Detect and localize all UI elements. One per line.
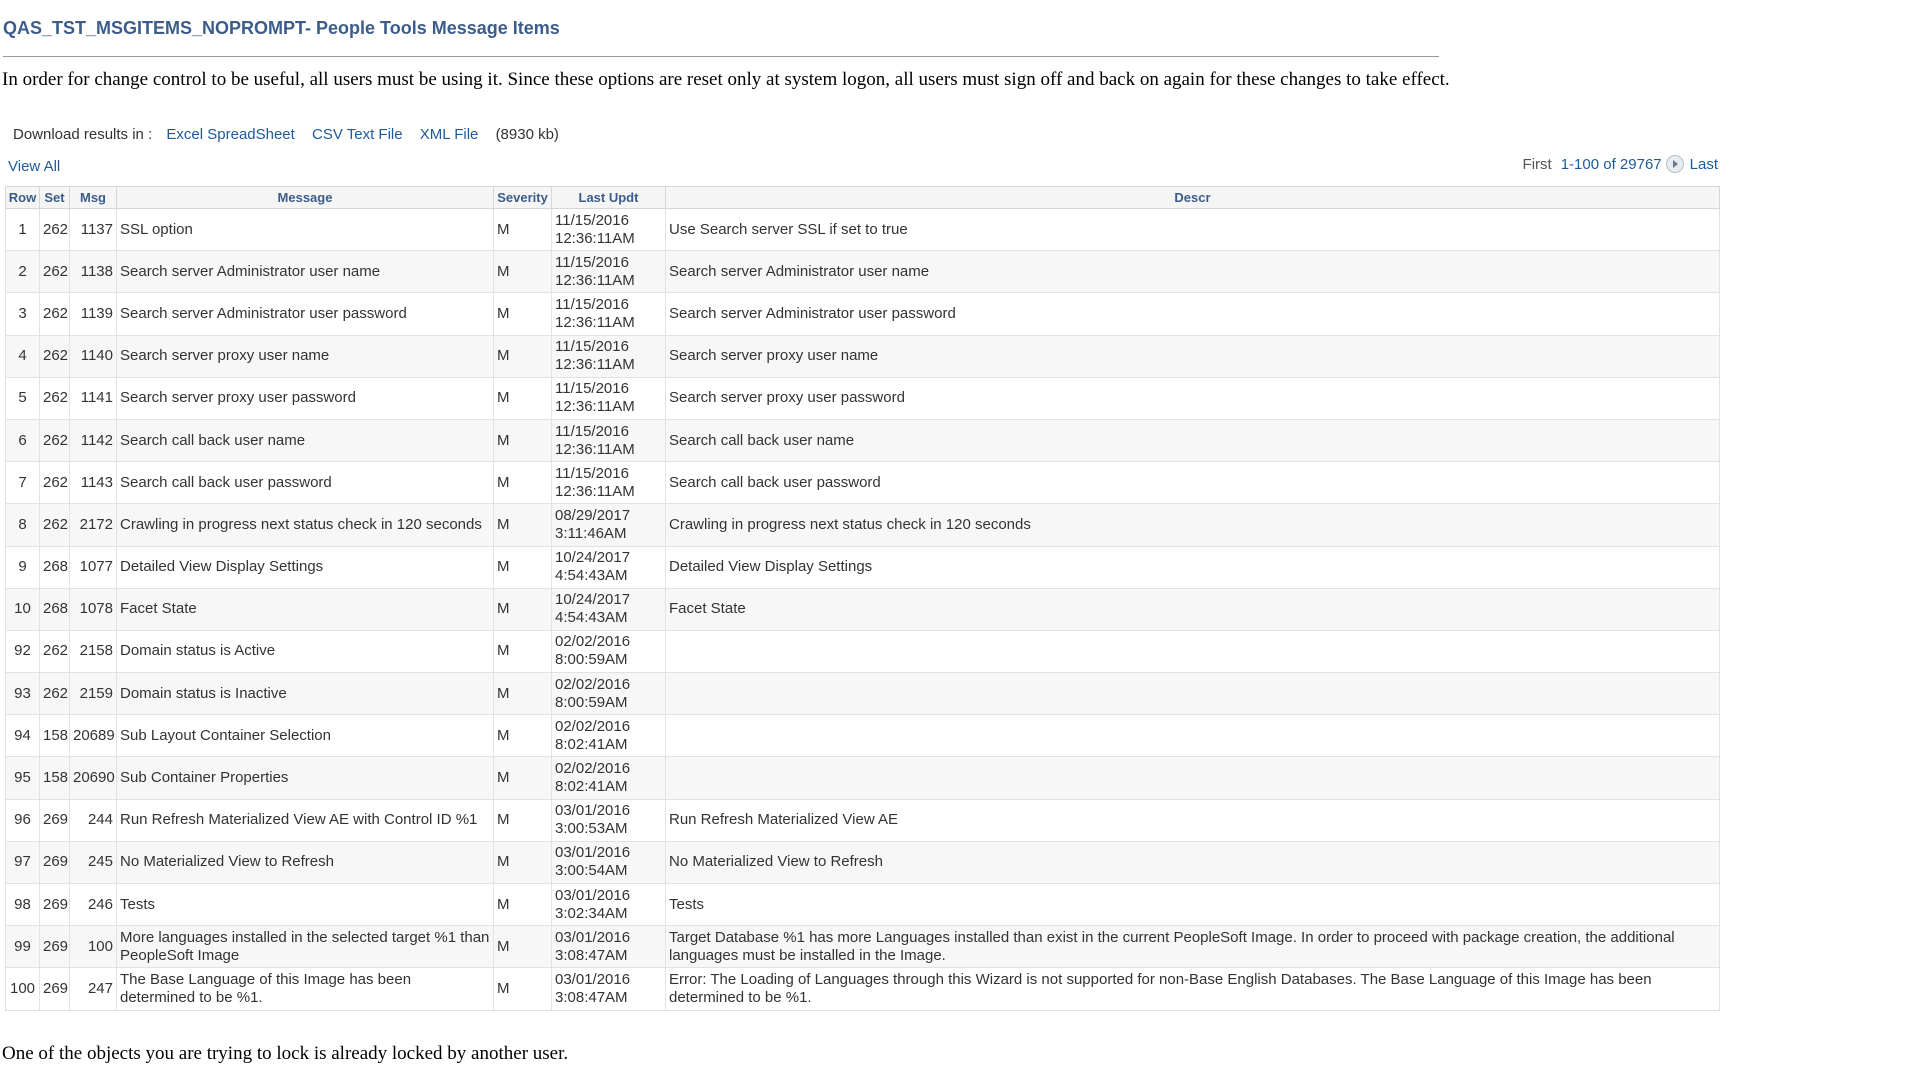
- cell-message: The Base Language of this Image has been determined to be %1.: [117, 968, 494, 1010]
- cell-row-number: 3: [6, 293, 40, 335]
- cell-msg-number: 100: [70, 926, 117, 968]
- download-csv-link[interactable]: CSV Text File: [312, 126, 403, 143]
- cell-message: Sub Container Properties: [117, 757, 494, 799]
- cell-msg-number: 1077: [70, 546, 117, 588]
- cell-row-number: 5: [6, 377, 40, 419]
- cell-last-updt: 03/01/2016 3:08:47AM: [552, 968, 666, 1010]
- table-row[interactable]: [6, 799, 1720, 841]
- cell-set: 262: [40, 673, 70, 715]
- cell-set: 269: [40, 968, 70, 1010]
- table-row[interactable]: [6, 926, 1720, 968]
- cell-severity: M: [494, 209, 552, 251]
- table-row[interactable]: [6, 504, 1720, 546]
- cell-last-updt: 11/15/2016 12:36:11AM: [552, 335, 666, 377]
- cell-msg-number: 1141: [70, 377, 117, 419]
- cell-descr: Search call back user name: [666, 419, 1720, 461]
- cell-msg-number: 1078: [70, 588, 117, 630]
- cell-descr: [666, 630, 1720, 672]
- cell-severity: M: [494, 841, 552, 883]
- cell-row-number: 4: [6, 335, 40, 377]
- column-header-row[interactable]: Row: [6, 187, 40, 209]
- cell-descr: Search server proxy user password: [666, 377, 1720, 419]
- table-row[interactable]: [6, 546, 1720, 588]
- cell-descr: No Materialized View to Refresh: [666, 841, 1720, 883]
- cell-set: 158: [40, 715, 70, 757]
- table-row[interactable]: [6, 377, 1720, 419]
- table-row[interactable]: [6, 841, 1720, 883]
- column-header-message[interactable]: Message: [117, 187, 494, 209]
- cell-last-updt: 11/15/2016 12:36:11AM: [552, 462, 666, 504]
- cell-severity: M: [494, 251, 552, 293]
- cell-message: Run Refresh Materialized View AE with Control ID %1: [117, 799, 494, 841]
- cell-severity: M: [494, 335, 552, 377]
- cell-severity: M: [494, 926, 552, 968]
- cell-message: Search call back user password: [117, 462, 494, 504]
- cell-descr: Target Database %1 has more Languages installed than exist in the current PeopleSoft Image. In order to proceed with package creation, the additional languages must be installed in the Image.: [666, 926, 1720, 968]
- cell-severity: M: [494, 546, 552, 588]
- cell-descr: [666, 757, 1720, 799]
- table-row[interactable]: [6, 419, 1720, 461]
- cell-severity: M: [494, 419, 552, 461]
- cell-last-updt: 11/15/2016 12:36:11AM: [552, 377, 666, 419]
- column-header-set[interactable]: Set: [40, 187, 70, 209]
- cell-msg-number: 1140: [70, 335, 117, 377]
- cell-set: 262: [40, 335, 70, 377]
- cell-set: 262: [40, 377, 70, 419]
- next-arrow-icon[interactable]: [1666, 155, 1684, 173]
- cell-msg-number: 1142: [70, 419, 117, 461]
- cell-last-updt: 03/01/2016 3:08:47AM: [552, 926, 666, 968]
- cell-row-number: 94: [6, 715, 40, 757]
- cell-msg-number: 20690: [70, 757, 117, 799]
- cell-row-number: 97: [6, 841, 40, 883]
- cell-last-updt: 10/24/2017 4:54:43AM: [552, 588, 666, 630]
- table-row[interactable]: [6, 335, 1720, 377]
- download-size: (8930 kb): [495, 126, 559, 143]
- table-row[interactable]: [6, 293, 1720, 335]
- grid-navigation: [1523, 155, 1718, 173]
- cell-msg-number: 244: [70, 799, 117, 841]
- cell-severity: M: [494, 630, 552, 672]
- cell-last-updt: 11/15/2016 12:36:11AM: [552, 251, 666, 293]
- cell-set: 262: [40, 209, 70, 251]
- cell-descr: Use Search server SSL if set to true: [666, 209, 1720, 251]
- cell-descr: Search call back user password: [666, 462, 1720, 504]
- table-row[interactable]: [6, 630, 1720, 672]
- cell-descr: [666, 715, 1720, 757]
- download-label: Download results in :: [13, 126, 153, 143]
- cell-descr: Error: The Loading of Languages through this Wizard is not supported for non-Base English Databases. The Base Language of this Image has been determined to be %1.: [666, 968, 1720, 1010]
- cell-last-updt: 08/29/2017 3:11:46AM: [552, 504, 666, 546]
- cell-set: 262: [40, 419, 70, 461]
- cell-set: 269: [40, 884, 70, 926]
- cell-severity: M: [494, 673, 552, 715]
- cell-row-number: 7: [6, 462, 40, 504]
- cell-row-number: 9: [6, 546, 40, 588]
- cell-message: Search call back user name: [117, 419, 494, 461]
- cell-severity: M: [494, 715, 552, 757]
- cell-msg-number: 20689: [70, 715, 117, 757]
- results-table: [5, 186, 1720, 1011]
- cell-last-updt: 02/02/2016 8:02:41AM: [552, 715, 666, 757]
- cell-severity: M: [494, 293, 552, 335]
- cell-descr: Detailed View Display Settings: [666, 546, 1720, 588]
- table-row[interactable]: [6, 462, 1720, 504]
- cell-msg-number: 1139: [70, 293, 117, 335]
- cell-msg-number: 246: [70, 884, 117, 926]
- cell-descr: Crawling in progress next status check in 120 seconds: [666, 504, 1720, 546]
- cell-set: 269: [40, 926, 70, 968]
- cell-last-updt: 11/15/2016 12:36:11AM: [552, 209, 666, 251]
- cell-row-number: 8: [6, 504, 40, 546]
- page-title: QAS_TST_MSGITEMS_NOPROMPT- People Tools Message Items: [3, 18, 560, 38]
- cell-row-number: 96: [6, 799, 40, 841]
- cell-descr: [666, 673, 1720, 715]
- cell-set: 262: [40, 504, 70, 546]
- cell-message: Search server proxy user name: [117, 335, 494, 377]
- table-row[interactable]: [6, 968, 1720, 1010]
- cell-last-updt: 03/01/2016 3:02:34AM: [552, 884, 666, 926]
- table-row[interactable]: [6, 884, 1720, 926]
- cell-msg-number: 2158: [70, 630, 117, 672]
- lock-warning-message: One of the objects you are trying to lock is already locked by another user.: [2, 1043, 569, 1064]
- cell-descr: Facet State: [666, 588, 1720, 630]
- cell-row-number: 93: [6, 673, 40, 715]
- cell-descr: Tests: [666, 884, 1720, 926]
- table-row[interactable]: [6, 673, 1720, 715]
- first-page-link[interactable]: First: [1522, 155, 1552, 173]
- cell-severity: M: [494, 757, 552, 799]
- column-header-msg[interactable]: Msg: [70, 187, 117, 209]
- cell-descr: Search server proxy user name: [666, 335, 1720, 377]
- column-header-severity[interactable]: Severity: [494, 187, 552, 209]
- cell-severity: M: [494, 884, 552, 926]
- cell-row-number: 6: [6, 419, 40, 461]
- cell-row-number: 98: [6, 884, 40, 926]
- download-xml-link[interactable]: XML File: [419, 126, 479, 143]
- cell-msg-number: 1137: [70, 209, 117, 251]
- cell-set: 262: [40, 462, 70, 504]
- cell-severity: M: [494, 799, 552, 841]
- cell-row-number: 100: [6, 968, 40, 1010]
- cell-row-number: 2: [6, 251, 40, 293]
- intro-message: In order for change control to be useful, all users must be using it. Since these options are reset only at system logon, all users must sign off and back on again for these changes to take effect.: [2, 69, 1450, 90]
- cell-row-number: 10: [6, 588, 40, 630]
- table-row[interactable]: [6, 209, 1720, 251]
- cell-last-updt: 03/01/2016 3:00:54AM: [552, 841, 666, 883]
- cell-message: Search server Administrator user password: [117, 293, 494, 335]
- row-range-indicator: 1-100 of 29767: [1560, 155, 1662, 173]
- table-row[interactable]: [6, 757, 1720, 799]
- cell-descr: Search server Administrator user name: [666, 251, 1720, 293]
- cell-set: 262: [40, 251, 70, 293]
- cell-set: 268: [40, 588, 70, 630]
- cell-message: Search server proxy user password: [117, 377, 494, 419]
- cell-message: Detailed View Display Settings: [117, 546, 494, 588]
- cell-last-updt: 10/24/2017 4:54:43AM: [552, 546, 666, 588]
- cell-severity: M: [494, 377, 552, 419]
- cell-message: Crawling in progress next status check in 120 seconds: [117, 504, 494, 546]
- download-excel-link[interactable]: Excel SpreadSheet: [166, 126, 295, 143]
- cell-last-updt: 02/02/2016 8:02:41AM: [552, 757, 666, 799]
- cell-message: Search server Administrator user name: [117, 251, 494, 293]
- view-all-link[interactable]: View All: [8, 158, 61, 175]
- cell-message: Domain status is Active: [117, 630, 494, 672]
- cell-last-updt: 11/15/2016 12:36:11AM: [552, 419, 666, 461]
- cell-row-number: 1: [6, 209, 40, 251]
- cell-msg-number: 1138: [70, 251, 117, 293]
- cell-msg-number: 2159: [70, 673, 117, 715]
- cell-severity: M: [494, 968, 552, 1010]
- cell-descr: Run Refresh Materialized View AE: [666, 799, 1720, 841]
- cell-set: 268: [40, 546, 70, 588]
- column-header-last-updt[interactable]: Last Updt: [552, 187, 666, 209]
- cell-last-updt: 02/02/2016 8:00:59AM: [552, 630, 666, 672]
- cell-message: No Materialized View to Refresh: [117, 841, 494, 883]
- title-divider: [3, 56, 1439, 57]
- last-page-link[interactable]: Last: [1689, 155, 1718, 173]
- table-header-row: [6, 187, 1720, 209]
- column-header-descr[interactable]: Descr: [666, 187, 1720, 209]
- cell-row-number: 92: [6, 630, 40, 672]
- cell-message: SSL option: [117, 209, 494, 251]
- cell-msg-number: 245: [70, 841, 117, 883]
- cell-msg-number: 1143: [70, 462, 117, 504]
- cell-message: More languages installed in the selected target %1 than PeopleSoft Image: [117, 926, 494, 968]
- table-row[interactable]: [6, 588, 1720, 630]
- cell-message: Facet State: [117, 588, 494, 630]
- cell-severity: M: [494, 504, 552, 546]
- cell-severity: M: [494, 462, 552, 504]
- cell-message: Domain status is Inactive: [117, 673, 494, 715]
- cell-message: Tests: [117, 884, 494, 926]
- cell-set: 269: [40, 841, 70, 883]
- table-row[interactable]: [6, 251, 1720, 293]
- cell-set: 158: [40, 757, 70, 799]
- table-body: [6, 209, 1720, 1011]
- cell-last-updt: 03/01/2016 3:00:53AM: [552, 799, 666, 841]
- table-row[interactable]: [6, 715, 1720, 757]
- cell-msg-number: 2172: [70, 504, 117, 546]
- cell-row-number: 95: [6, 757, 40, 799]
- cell-severity: M: [494, 588, 552, 630]
- cell-row-number: 99: [6, 926, 40, 968]
- cell-last-updt: 02/02/2016 8:00:59AM: [552, 673, 666, 715]
- cell-last-updt: 11/15/2016 12:36:11AM: [552, 293, 666, 335]
- download-bar: [13, 126, 559, 143]
- cell-descr: Search server Administrator user password: [666, 293, 1720, 335]
- cell-set: 269: [40, 799, 70, 841]
- cell-set: 262: [40, 630, 70, 672]
- cell-message: Sub Layout Container Selection: [117, 715, 494, 757]
- cell-set: 262: [40, 293, 70, 335]
- cell-msg-number: 247: [70, 968, 117, 1010]
